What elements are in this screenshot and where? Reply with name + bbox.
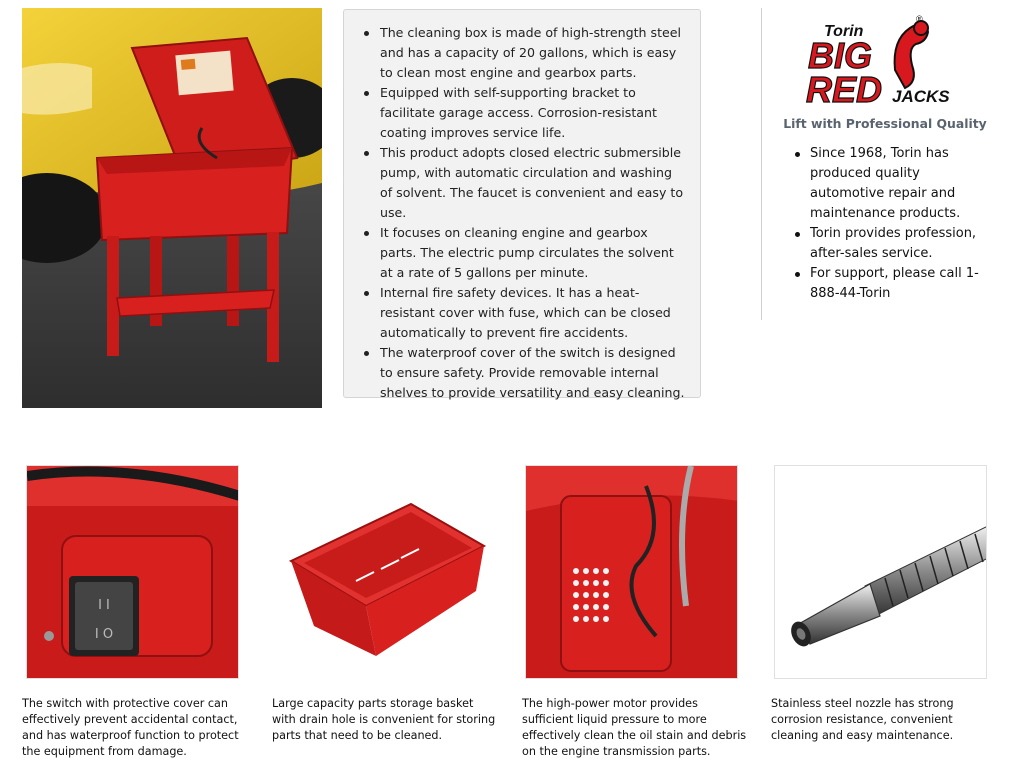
basket-illustration <box>276 466 488 679</box>
feature-item: This product adopts closed electric submersible pump, with automatic circulation and washing of solvent. The faucet is convenient and easy to use. <box>360 143 686 223</box>
feature-panel <box>343 9 701 398</box>
feature-item: Equipped with self-supporting bracket to facilitate garage access. Corrosion-resistant coating improves service life. <box>360 83 686 143</box>
registered-mark: ® <box>916 14 923 24</box>
feature-item: The cleaning box is made of high-strength steel and has a capacity of 20 gallons, which is easy to clean most engine and gearbox parts. <box>360 23 686 83</box>
feature-item: It focuses on cleaning engine and gearbox parts. The electric pump circulates the solvent at a rate of 5 gallons per minute. <box>360 223 686 283</box>
brand-name-small: Torin <box>824 23 864 40</box>
detail-caption-basket: Large capacity parts storage basket with drain hole is convenient for storing parts that need to be cleaned. <box>272 697 496 742</box>
svg-text:I O: I O <box>94 627 114 642</box>
brand-points-list <box>792 144 992 304</box>
detail-image-motor <box>525 465 738 679</box>
brand-point: Since 1968, Torin has produced quality automotive repair and maintenance products. <box>792 144 992 224</box>
brand-point: For support, please call 1-888-44-Torin <box>792 264 992 304</box>
muscle-arm-icon <box>895 21 928 88</box>
brand-name-big-2: RED <box>806 69 883 110</box>
detail-caption-nozzle: Stainless steel nozzle has strong corrosion resistance, convenient cleaning and easy maintenance. <box>771 697 954 742</box>
feature-list <box>360 23 686 403</box>
feature-item: Internal fire safety devices. It has a heat-resistant cover with fuse, which can be closed automatically to prevent fire accidents. <box>360 283 686 343</box>
brand-name-big-1: BIG <box>808 35 873 76</box>
brand-point: Torin provides profession, after-sales service. <box>792 224 992 264</box>
brand-name-suffix: JACKS <box>892 87 950 106</box>
brand-logo <box>800 10 980 110</box>
nozzle-illustration <box>775 466 987 679</box>
pump-motor-illustration <box>526 466 738 679</box>
detail-image-basket <box>275 465 488 679</box>
hero-product-photo <box>22 8 322 408</box>
detail-image-nozzle <box>774 465 987 679</box>
detail-caption-motor: The high-power motor provides sufficient liquid pressure to more effectively clean the oil stain and debris on the engine transmission parts. <box>522 697 747 758</box>
column-divider <box>761 8 762 320</box>
parts-washer-illustration <box>22 8 322 408</box>
svg-text:I I: I I <box>98 598 110 613</box>
switch-cover-illustration <box>27 466 239 679</box>
brand-tagline: Lift with Professional Quality <box>783 116 987 131</box>
detail-caption-switch: The switch with protective cover can effectively prevent accidental contact, and has waterproof function to protect the equipment from damage. <box>22 697 239 758</box>
detail-image-switch <box>26 465 239 679</box>
feature-item: The waterproof cover of the switch is designed to ensure safety. Provide removable internal shelves to provide versatility and easy cleaning. <box>360 343 686 403</box>
big-red-jacks-logo <box>800 10 980 110</box>
